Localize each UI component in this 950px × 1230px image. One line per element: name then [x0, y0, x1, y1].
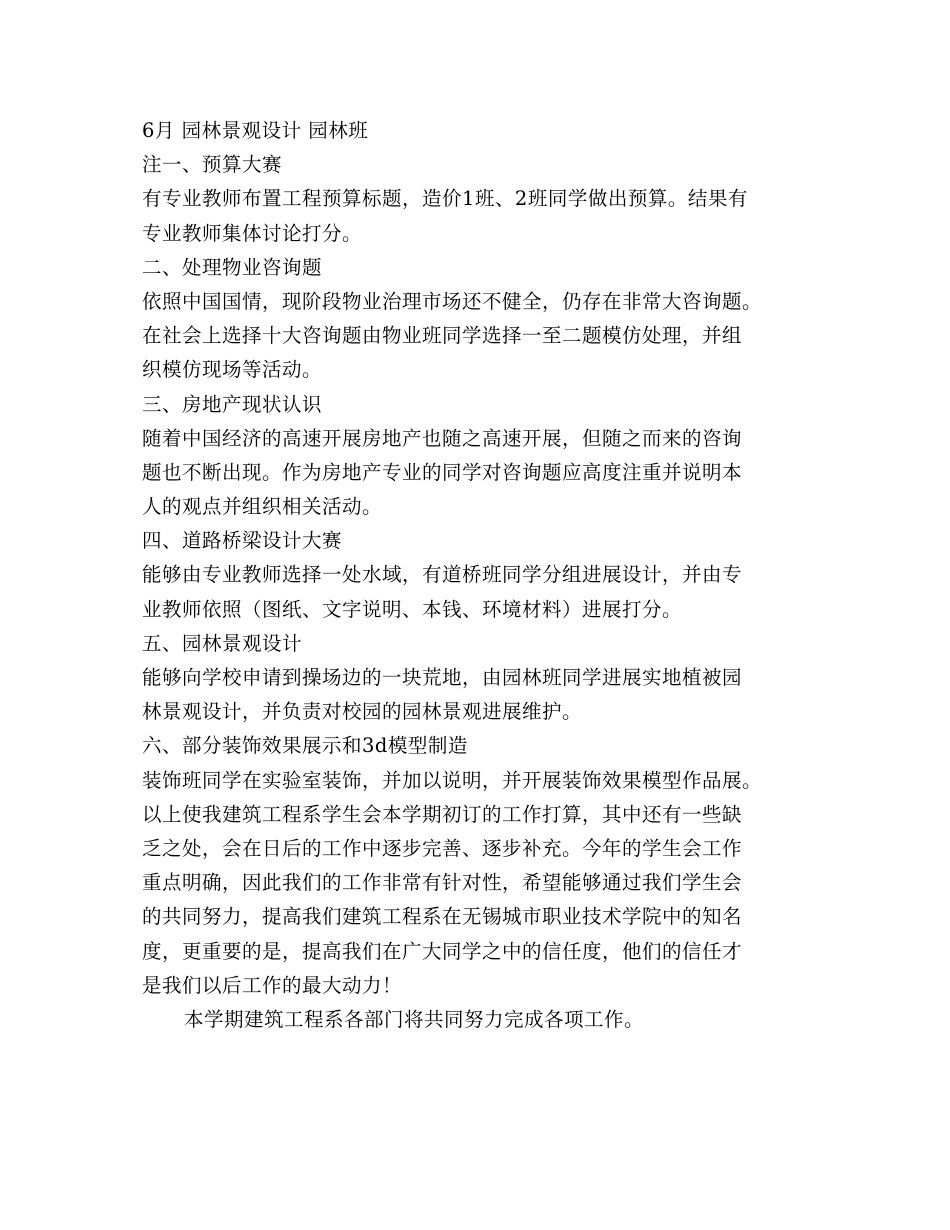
- paragraph-line: 度，更重要的是，提高我们在广大同学之中的信任度，他们的信任才: [142, 939, 743, 963]
- paragraph-line: 业教师依照（图纸、文字说明、本钱、环境材料）进展打分。: [142, 597, 683, 621]
- paragraph-line: 的共同努力，提高我们建筑工程系在无锡城市职业技术学院中的知名: [142, 905, 743, 929]
- paragraph-line: 能够由专业教师选择一处水域，有道桥班同学分组进展设计，并由专: [142, 563, 743, 587]
- paragraph-line: 林景观设计，并负责对校园的园林景观进展维护。: [142, 700, 583, 724]
- paragraph-line: 能够向学校申请到操场边的一块荒地，由园林班同学进展实地植被园: [142, 666, 743, 689]
- paragraph-line: 随着中国经济的高速开展房地产也随之高速开展，但随之而来的咨询: [142, 426, 743, 450]
- paragraph-line: 依照中国国情，现阶段物业治理市场还不健全，仍存在非常大咨询题。: [142, 289, 763, 313]
- paragraph-line: 以上使我建筑工程系学生会本学期初订的工作打算，其中还有一些缺: [142, 802, 743, 826]
- section-heading-property-questions: 二、处理物业咨询题: [142, 255, 323, 279]
- section-heading-decoration-display: 六、部分装饰效果展示和3d模型制造: [142, 734, 468, 758]
- paragraph-line: 是我们以后工作的最大动力！: [142, 973, 403, 997]
- closing-line: 本学期建筑工程系各部门将共同努力完成各项工作。: [184, 1007, 645, 1031]
- paragraph-line: 人的观点并组织相关活动。: [142, 495, 383, 519]
- paragraph-line: 有专业教师布置工程预算标题，造价1班、2班同学做出预算。结果有: [142, 187, 748, 211]
- section-heading-real-estate: 三、房地产现状认识: [142, 392, 323, 416]
- paragraph-line: 乏之处，会在日后的工作中逐步完善、逐步补充。今年的学生会工作: [142, 836, 743, 860]
- section-heading-budget-contest: 注一、预算大赛: [142, 153, 283, 177]
- section-heading-bridge-design: 四、道路桥梁设计大赛: [142, 529, 343, 553]
- paragraph-line: 装饰班同学在实验室装饰，并加以说明，并开展装饰效果模型作品展。: [142, 768, 763, 792]
- paragraph-line: 重点明确，因此我们的工作非常有针对性，希望能够通过我们学生会: [142, 871, 743, 895]
- paragraph-line: 织模仿现场等活动。: [142, 358, 323, 382]
- paragraph-line: 专业教师集体讨论打分。: [142, 221, 363, 245]
- section-heading-landscape-design: 五、园林景观设计: [142, 631, 303, 655]
- date-header-line: 6月 园林景观设计 园林班: [142, 119, 369, 142]
- paragraph-line: 题也不断出现。作为房地产专业的同学对咨询题应高度注重并说明本: [142, 460, 743, 484]
- paragraph-line: 在社会上选择十大咨询题由物业班同学选择一至二题模仿处理，并组: [142, 324, 743, 348]
- document-body: [142, 114, 822, 1037]
